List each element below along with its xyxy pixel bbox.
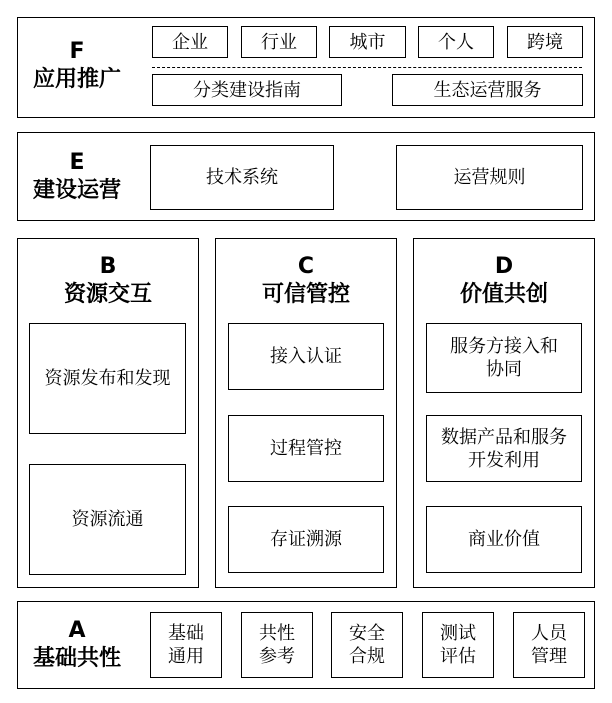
- e-item-ops-rules: 运营规则: [396, 145, 583, 210]
- section-f-letter: F: [69, 39, 85, 64]
- d-item-provider-access: 服务方接入和 协同: [426, 323, 582, 393]
- f-item-city: 城市: [329, 26, 406, 58]
- section-e-title: [22, 149, 132, 204]
- d-item-business-value: 商业价值: [426, 506, 582, 573]
- f-item-industry: 行业: [241, 26, 317, 58]
- section-a-name: 基础共性: [32, 645, 121, 671]
- c-item-evidence-trace: 存证溯源: [228, 506, 384, 573]
- section-d-name: 价值共创: [459, 281, 548, 307]
- section-a-title: [22, 617, 132, 672]
- b-item-publish-discover: 资源发布和发现: [29, 323, 186, 434]
- f-item-eco-service: 生态运营服务: [392, 74, 583, 106]
- section-c-title: [215, 253, 397, 308]
- section-a-letter: A: [68, 618, 86, 643]
- section-c-letter: C: [297, 254, 315, 279]
- section-f-title: [22, 38, 132, 93]
- section-b-letter: B: [99, 254, 117, 279]
- f-item-build-guide: 分类建设指南: [152, 74, 342, 106]
- a-item-security-compliance: 安全 合规: [331, 612, 403, 678]
- f-item-individual: 个人: [418, 26, 494, 58]
- a-item-testing-evaluation: 测试 评估: [422, 612, 494, 678]
- a-item-common-reference: 共性 参考: [241, 612, 313, 678]
- d-item-data-products: 数据产品和服务 开发利用: [426, 415, 582, 482]
- section-b-name: 资源交互: [63, 281, 152, 307]
- section-d-letter: D: [494, 254, 514, 279]
- c-item-process-control: 过程管控: [228, 415, 384, 482]
- f-dashed-divider: [152, 67, 582, 68]
- f-item-cross-border: 跨境: [507, 26, 583, 58]
- a-item-foundation: 基础 通用: [150, 612, 222, 678]
- section-d-title: [413, 253, 595, 308]
- section-b-title: [17, 253, 199, 308]
- e-item-tech-system: 技术系统: [150, 145, 334, 210]
- f-item-enterprise: 企业: [152, 26, 228, 58]
- b-item-circulation: 资源流通: [29, 464, 186, 575]
- section-c-name: 可信管控: [261, 281, 350, 307]
- section-e-name: 建设运营: [32, 177, 121, 203]
- c-item-access-auth: 接入认证: [228, 323, 384, 390]
- section-e-letter: E: [69, 150, 85, 175]
- section-f-name: 应用推广: [32, 66, 121, 92]
- a-item-personnel-management: 人员 管理: [513, 612, 585, 678]
